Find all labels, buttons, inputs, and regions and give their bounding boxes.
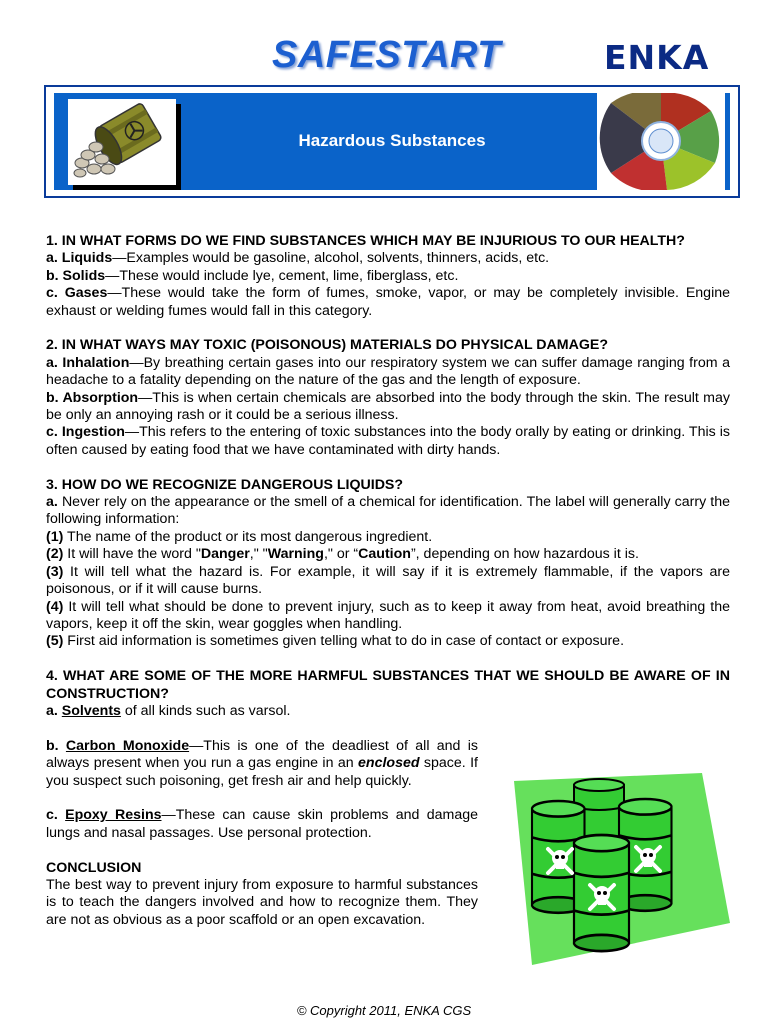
list-item: c. Epoxy Resins—These can cause skin problems and damage lungs and nasal passages. Use personal protection. — [46, 807, 478, 841]
banner-title: Hazardous Substances — [298, 131, 486, 150]
banner-panel — [54, 93, 730, 190]
section-3-heading: 3. HOW DO WE RECOGNIZE DANGEROUS LIQUIDS? — [46, 476, 404, 493]
list-item: b. Carbon Monoxide—This is one of the deadliest of all and is always present when you run a gas engine in an enclosed space. If you suspect such poisoning, get fresh air and help quickly. — [46, 737, 478, 789]
section-damage — [46, 337, 730, 459]
list-item: b. Absorption—This is when certain chemicals are absorbed into the body through the skin. The result may be only an annoying rash or it could be a serious illness. — [46, 389, 730, 424]
list-item: a. Never rely on the appearance or the smell of a chemical for identification. The label will generally carry the following information: — [46, 494, 730, 528]
copyright-footer: © Copyright 2011, ENKA CGS — [296, 1003, 472, 1018]
section-2-heading: 2. IN WHAT WAYS MAY TOXIC (POISONOUS) MATERIALS DO PHYSICAL DAMAGE? — [46, 337, 609, 354]
list-item: (4) It will tell what should be done to prevent injury, such as to keep it away from heat, avoid breathing the vapors, keep it off the skin, wear goggles when handling. — [46, 598, 730, 632]
section-1-heading: 1. IN WHAT FORMS DO WE FIND SUBSTANCES WHICH MAY BE INJURIOUS TO OUR HEALTH? — [46, 233, 685, 249]
section-4-heading: 4. WHAT ARE SOME OF THE MORE HARMFUL SUBSTANCES THAT WE SHOULD BE AWARE OF IN CONSTRUCTION? — [46, 668, 730, 702]
list-item: (2) It will have the word "Danger," "Warning," or “Caution”, depending on how hazardous it is. — [46, 546, 639, 563]
safety-photo-collage — [597, 93, 725, 190]
document-title: SAFESTART — [272, 34, 501, 76]
list-item: b. Solids—These would include lye, cement, lime, fiberglass, etc. — [46, 267, 459, 284]
list-item: a. Liquids—Examples would be gasoline, alcohol, solvents, thinners, acids, etc. — [46, 250, 550, 267]
list-item: (1) The name of the product or its most dangerous ingredient. — [46, 528, 433, 545]
conclusion-heading: CONCLUSION — [46, 859, 142, 876]
section-forms — [46, 233, 730, 320]
list-item: (3) It will tell what the hazard is. For example, it will say if it is extremely flammable, if the vapors are poisonous, or if it will cause burns. — [46, 563, 730, 598]
list-item: a. Inhalation—By breathing certain gases into our respiratory system we can suffer damage ranging from a headache to a fatality depending on the nature of the gas and the length of exposure. — [46, 354, 730, 389]
list-item: (5) First aid information is sometimes given telling what to do in case of contact or exposure. — [46, 633, 625, 650]
list-item: c. Ingestion—This refers to the entering of toxic substances into the body orally by eating or drinking. This is often caused by eating food that we have contaminated with dirty hands. — [46, 424, 730, 458]
company-logo: ENKA — [604, 38, 710, 77]
conclusion-text: The best way to prevent injury from exposure to harmful substances is to teach the dangers involved and how to recognize them. They are not as obvious as a poor scaffold or an open excavation. — [46, 876, 478, 928]
toxic-barrels-illustration — [514, 773, 730, 965]
section-recognize — [46, 477, 730, 651]
list-item: a. Solvents of all kinds such as varsol. — [46, 702, 291, 719]
list-item: c. Gases—These would take the form of fumes, smoke, vapor, or may be completely invisible. Engine exhaust or welding fumes would fall in this category. — [46, 285, 731, 319]
header-banner — [44, 85, 740, 198]
